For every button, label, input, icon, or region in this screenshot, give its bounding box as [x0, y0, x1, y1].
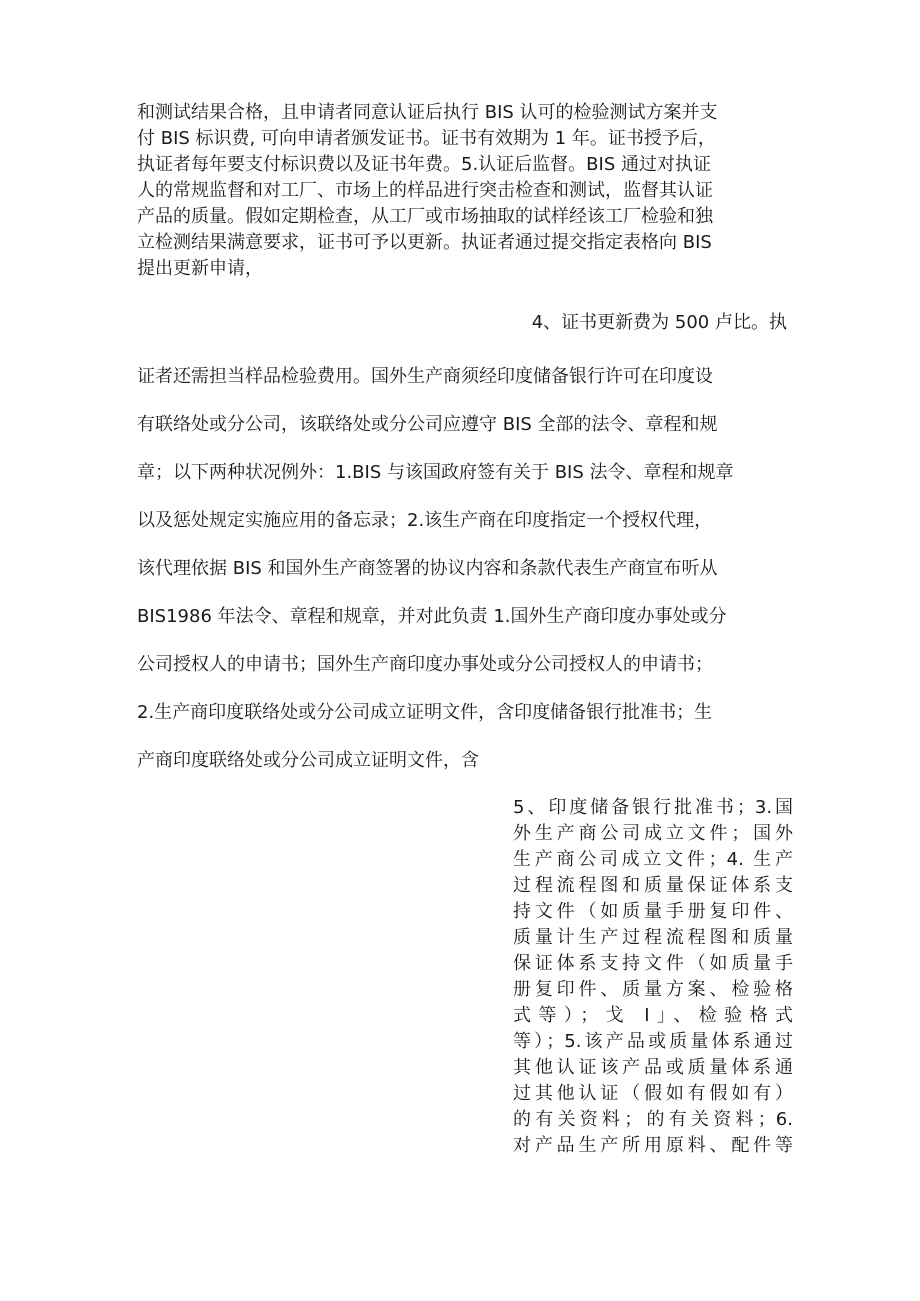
text-line: 产商印度联络处或分公司成立证明文件，含: [137, 750, 479, 771]
text-line: 生产商公司成立文件；4. 生产: [513, 849, 793, 870]
text-line: 式等）；戈 I」、检验格式: [513, 1005, 793, 1026]
text-line: 的有关资料；的有关资料；6.: [513, 1109, 793, 1130]
text-line: 有联络处或分公司，该联络处或分公司应遵守 BIS 全部的法令、章程和规: [137, 414, 718, 435]
text-line: 执证者每年要支付标识费以及证书年费。5.认证后监督。BIS 通过对执证: [137, 154, 711, 175]
paragraph-certification-block: [137, 100, 787, 282]
text-line: 人的常规监督和对工厂、市场上的样品进行突击检查和测试，监督其认证: [137, 180, 713, 201]
text-line: 对产品生产所用原料、配件等: [513, 1135, 793, 1156]
text-line: 5、印度储备银行批准书；3.国: [513, 797, 793, 818]
text-line: 和测试结果合格，且申请者同意认证后执行 BIS 认可的检验测试方案并支: [137, 102, 718, 123]
text-line: 持文件（如质量手册复印件、: [513, 901, 793, 922]
text-line: 过程流程图和质量保证体系支: [513, 875, 793, 896]
text-line: 等）；5.该产品或质量体系通过: [513, 1031, 793, 1052]
text-line: 其他认证该产品或质量体系通: [513, 1057, 793, 1078]
text-line: 质量计生产过程流程图和质量: [513, 927, 793, 948]
text-line: 以及惩处规定实施应用的备忘录；2.该生产商在印度指定一个授权代理，: [137, 510, 713, 531]
text-line: 产品的质量。假如定期检查，从工厂或市场抽取的试样经该工厂检验和独: [137, 206, 713, 227]
text-line: 4、证书更新费为 500 卢比。执: [531, 312, 787, 333]
text-line: 提出更新申请，: [137, 258, 263, 279]
paragraph-foreign-manufacturer: [137, 353, 787, 785]
text-line: 2.生产商印度联络处或分公司成立证明文件，含印度储备银行批准书；生: [137, 702, 713, 723]
text-line: 证者还需担当样品检验费用。国外生产商须经印度储备银行许可在印度设: [137, 366, 713, 387]
text-line: 保证体系支持文件（如质量手: [513, 953, 793, 974]
text-line: 章；以下两种状况例外：1.BIS 与该国政府签有关于 BIS 法令、章程和规章: [137, 462, 734, 483]
paragraph-renewal-heading: [137, 310, 787, 336]
text-line: 册复印件、质量方案、检验格: [513, 979, 793, 1000]
paragraph-required-documents: [513, 795, 793, 1159]
text-line: 公司授权人的申请书；国外生产商印度办事处或分公司授权人的申请书；: [137, 654, 713, 675]
text-line: 过其他认证（假如有假如有）: [513, 1083, 793, 1104]
text-line: 该代理依据 BIS 和国外生产商签署的协议内容和条款代表生产商宣布听从: [137, 558, 718, 579]
text-line: BIS1986 年法令、章程和规章，并对此负责 1.国外生产商印度办事处或分: [137, 606, 727, 627]
text-line: 外生产商公司成立文件；国外: [513, 823, 793, 844]
text-line: 立检测结果满意要求，证书可予以更新。执证者通过提交指定表格向 BIS: [137, 232, 712, 253]
text-line: 付 BIS 标识费, 可向申请者颁发证书。证书有效期为 1 年。证书授予后，: [137, 128, 716, 149]
